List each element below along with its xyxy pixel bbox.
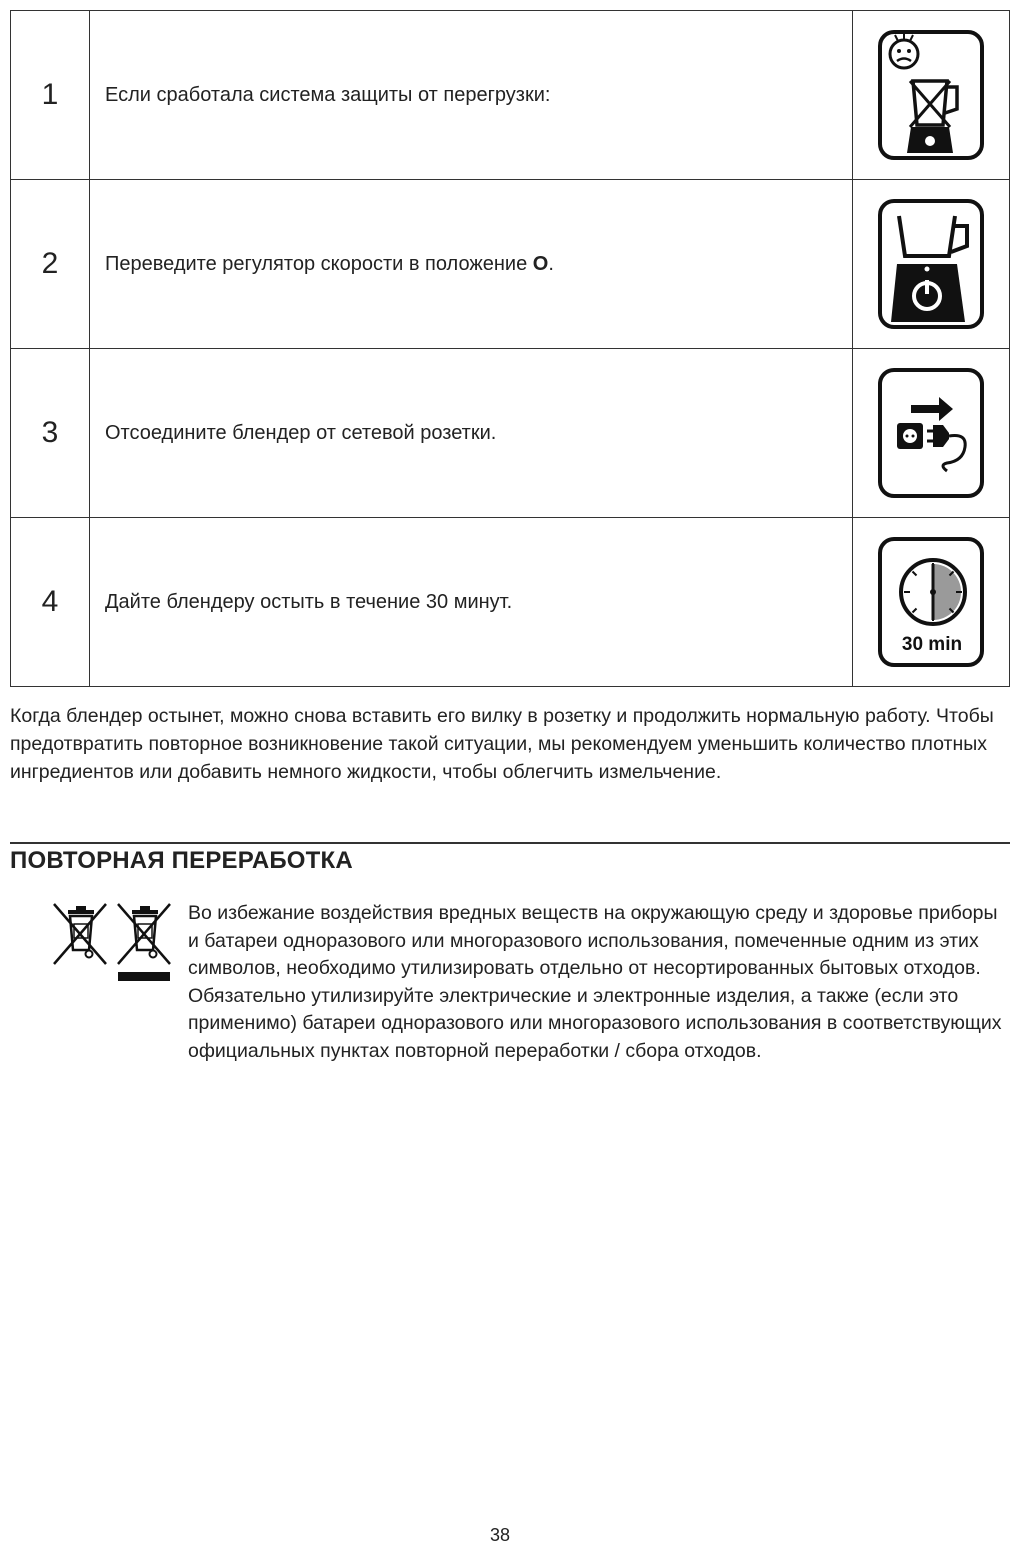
step-number: 2 bbox=[11, 180, 90, 349]
step-row-4 bbox=[11, 518, 1010, 687]
speed-position-label: O bbox=[532, 252, 549, 275]
section-divider bbox=[10, 842, 1010, 844]
crossed-bin-bar-icon bbox=[118, 904, 170, 981]
step-text: Если сработала система защиты от перегрузки: bbox=[90, 11, 853, 180]
step-text: Отсоедините блендер от сетевой розетки. bbox=[90, 349, 853, 518]
step-text: Дайте блендеру остыть в течение 30 минут. bbox=[90, 518, 853, 687]
recycling-heading: ПОВТОРНАЯ ПЕРЕРАБОТКА bbox=[10, 847, 353, 874]
step-row-1 bbox=[11, 11, 1010, 180]
step-text-after: . bbox=[548, 252, 554, 275]
steps-table bbox=[10, 10, 1010, 687]
cooldown-paragraph: Когда блендер остынет, можно снова вставить его вилку в розетку и продолжить нормальную работу. Чтобы предотвратить повторное возникновение такой ситуации, мы рекомендуем уменьшить количество плотных ингредиентов или добавить немного жидкости, чтобы облегчить измельчение. bbox=[10, 705, 994, 783]
page-number: 38 bbox=[489, 1525, 511, 1545]
step-number: 4 bbox=[11, 518, 90, 687]
timer-label: 30 min bbox=[901, 634, 963, 655]
recycling-text: Во избежание воздействия вредных веществ на окружающую среду и здоровье приборы и батареи одноразового или многоразового использования, помеченные одним из этих символов, необходимо утилизировать отдельно от несортированных бытовых отходов. Обязательно утилизируйте электрические и электронные изделия, а также (если это применимо) батареи одноразового или многоразового использования в соответствующих официальных пунктах повторной переработки / сбора отходов. bbox=[188, 902, 1002, 1062]
step-row-2 bbox=[11, 180, 1010, 349]
step-row-3 bbox=[11, 349, 1010, 518]
unplug-icon bbox=[877, 367, 985, 499]
step-text bbox=[90, 180, 853, 349]
timer-icon bbox=[877, 536, 985, 668]
crossed-bin-icon bbox=[54, 904, 106, 964]
blender-power-off-icon bbox=[877, 198, 985, 330]
step-number: 3 bbox=[11, 349, 90, 518]
step-text-before: Переведите регулятор скорости в положение bbox=[105, 252, 533, 275]
weee-symbols bbox=[50, 900, 175, 985]
overheated-blender-icon bbox=[877, 29, 985, 161]
step-number: 1 bbox=[11, 11, 90, 180]
